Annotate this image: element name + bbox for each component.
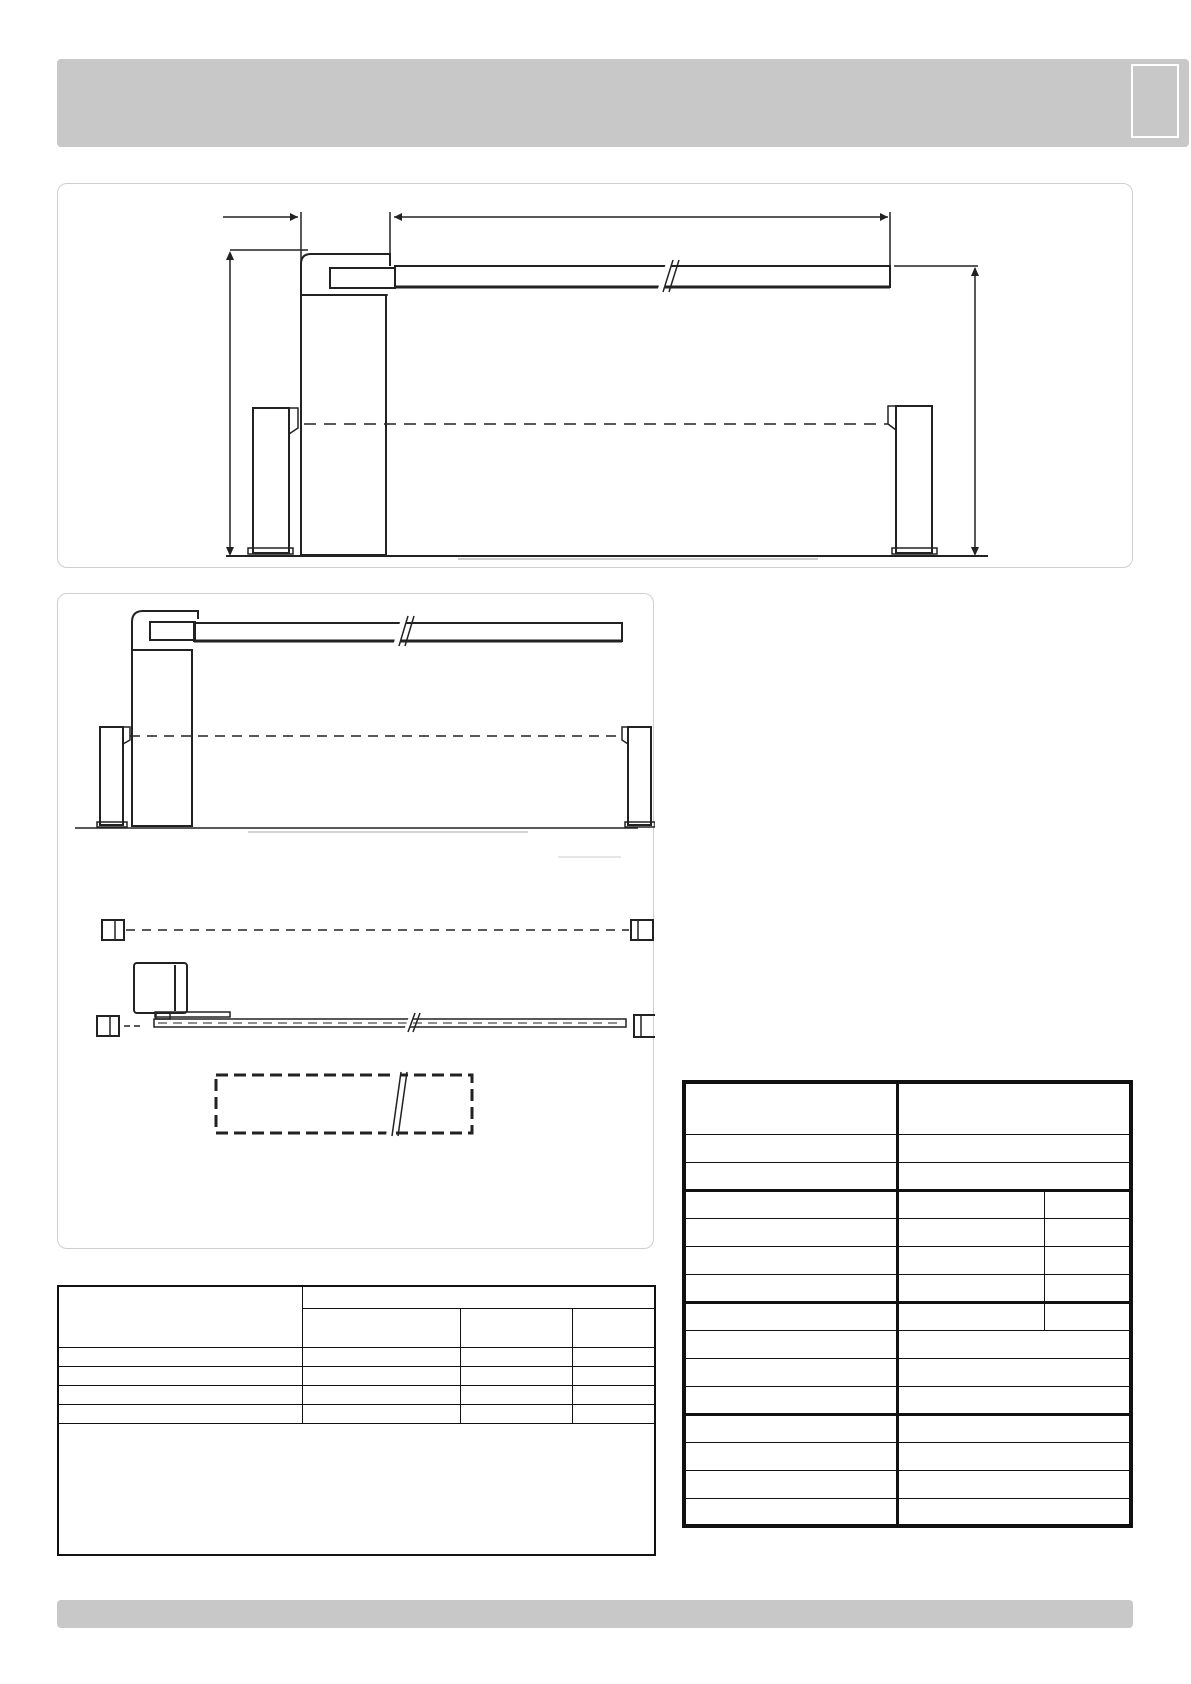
table-cell — [1045, 1274, 1131, 1302]
table-cell — [572, 1385, 655, 1404]
table-cell — [460, 1404, 572, 1423]
table-cell — [572, 1347, 655, 1366]
table-cell — [684, 1386, 898, 1414]
table-cell — [898, 1218, 1045, 1246]
table-cell — [684, 1302, 898, 1330]
table-cell — [684, 1274, 898, 1302]
table-row — [58, 1347, 655, 1366]
table-cell — [1045, 1218, 1131, 1246]
table-row — [684, 1470, 1131, 1498]
table-cell — [302, 1347, 460, 1366]
table-header-row — [58, 1286, 655, 1308]
table-cell — [684, 1246, 898, 1274]
table-cell — [898, 1386, 1131, 1414]
table-row — [684, 1386, 1131, 1414]
table-row — [684, 1082, 1131, 1134]
page-header-bar — [57, 59, 1189, 147]
table-cell — [898, 1330, 1131, 1358]
table-cell — [58, 1404, 302, 1423]
table-row — [684, 1414, 1131, 1442]
table-row — [684, 1134, 1131, 1162]
table-row — [58, 1385, 655, 1404]
table-cell — [684, 1218, 898, 1246]
table-cell — [1045, 1246, 1131, 1274]
table-cell — [898, 1442, 1131, 1470]
table-cell — [898, 1358, 1131, 1386]
table-row — [684, 1162, 1131, 1190]
table-cell — [898, 1498, 1131, 1526]
table-header-cell — [460, 1308, 572, 1347]
table-cell — [572, 1404, 655, 1423]
figure-installation-panel — [57, 593, 654, 1249]
table-cell — [302, 1404, 460, 1423]
table-cell — [58, 1347, 302, 1366]
table-cell — [898, 1134, 1131, 1162]
table-cell — [302, 1366, 460, 1385]
table-cell — [684, 1134, 898, 1162]
table-header-cell — [302, 1308, 460, 1347]
table-row — [684, 1498, 1131, 1526]
page-tab-marker — [1131, 64, 1179, 138]
table-cell — [898, 1246, 1045, 1274]
table-cell — [684, 1358, 898, 1386]
table-cell — [684, 1442, 898, 1470]
table-cell — [898, 1162, 1131, 1190]
table-cell — [302, 1385, 460, 1404]
table-row — [684, 1442, 1131, 1470]
figure-dimensions-panel — [57, 183, 1133, 568]
table-note-cell — [58, 1423, 655, 1555]
table-row — [684, 1302, 1131, 1330]
table-cell — [898, 1470, 1131, 1498]
table-cell — [1045, 1190, 1131, 1218]
table-row — [684, 1330, 1131, 1358]
table-header-cell — [58, 1286, 302, 1347]
table-note-row — [58, 1423, 655, 1555]
table-cell — [460, 1366, 572, 1385]
table-cell — [684, 1330, 898, 1358]
table-header-cell — [302, 1286, 655, 1308]
table-cell — [684, 1162, 898, 1190]
barrier-dimension-drawing — [58, 184, 1134, 569]
table-cell — [898, 1302, 1045, 1330]
table-cell — [460, 1347, 572, 1366]
table-cell — [684, 1470, 898, 1498]
page-footer-bar — [57, 1600, 1133, 1628]
table-row — [684, 1246, 1131, 1274]
table-cell — [898, 1082, 1131, 1134]
parameter-table — [57, 1285, 656, 1556]
table-cell — [684, 1082, 898, 1134]
technical-specification-table — [682, 1080, 1133, 1528]
table-cell — [460, 1385, 572, 1404]
table-header-cell — [572, 1308, 655, 1347]
table-cell — [1045, 1302, 1131, 1330]
table-row — [684, 1274, 1131, 1302]
table-cell — [684, 1414, 898, 1442]
table-row — [58, 1404, 655, 1423]
table-cell — [58, 1366, 302, 1385]
table-cell — [898, 1190, 1045, 1218]
barrier-installation-drawing — [58, 594, 655, 1250]
table-cell — [684, 1498, 898, 1526]
table-row — [58, 1366, 655, 1385]
table-row — [684, 1218, 1131, 1246]
table-cell — [898, 1274, 1045, 1302]
table-row — [684, 1358, 1131, 1386]
table-cell — [898, 1414, 1131, 1442]
table-cell — [58, 1385, 302, 1404]
table-row — [684, 1190, 1131, 1218]
table-cell — [684, 1190, 898, 1218]
table-cell — [572, 1366, 655, 1385]
